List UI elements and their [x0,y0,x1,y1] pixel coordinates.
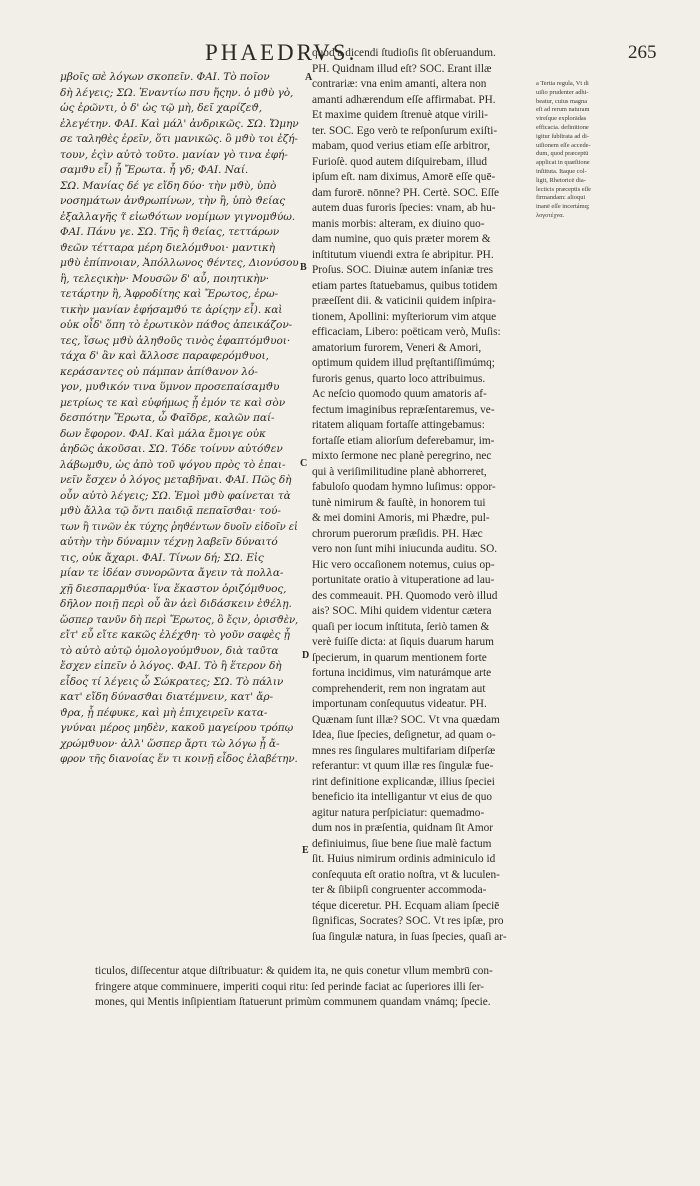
greek-text-line: ΣΩ. Μανίας δέ γε εἴδη δύο· τὴν μϑὺ, ὑπὸ [60,179,277,192]
margin-note-line: a Tertia regula, Vt di [536,80,589,87]
latin-text-line: ſit. Huius nimirum ordinis adminiculo id [312,853,496,865]
margin-note-line: eſt ad rerum naturam [536,106,590,114]
full-width-text-line: fringere atque comminuere, imperiti coqui ritu: ſed perinde faciat ac ſuperiores illi ſer- [95,980,485,993]
latin-text-line: quod a dicendi ſtudioſis ſit obſeruandum. [312,47,496,59]
latin-text-line: chrorum puerorum præſidis. PH. Hæc [312,527,483,540]
latin-text-line: dam numine, quo quis præter morem & [312,233,491,245]
greek-text-line: νοσημάτων ἀνϑρωπίνων, τὴν ἢ, ὑπὸ ϑείας [60,195,286,207]
latin-text-line: furoris genus, quarto loco attribuimus. [312,372,486,385]
greek-text-line: δῆλον ποιῇ περὶ οὗ ἂν ἀεὶ διδάσκειν ἐϑέλῃ. [60,598,292,610]
greek-text-line: τες, ἴσως μϑὺ ἀληϑοῦς τινὸς ἐφαπτόμϑυοι· [60,334,291,347]
greek-text-line: μετρίως τε καὶ εὐφήμως ᾖ ἐμόν τε καὶ σὸν [60,396,286,409]
greek-text-line: γνύναι μέρος μηδὲν, κακοῦ μαγείρου τρόπῳ [60,722,294,734]
greek-text-line: ϑρα, ᾗ πέφυκε, καὶ μὴ ἐπιχειρεῖν κατα- [60,706,268,719]
full-width-text-line: mones, qui Mentis inſipientiam ſtatuerunt primùm communem quandam vnámq; ſpecie. [95,996,491,1008]
greek-text-line: χῇ διεσπαρμϑύα· ἵνα ἕκαστον ὁριζόμϑυος, [60,582,287,595]
latin-text-line: dum nos in præſentia, quidnam ſit Amor [312,822,494,834]
full-width-text-line: ticulos, diſſecentur atque diſtribuatur: & quidem ita, ne quis conetur vllum membrū con- [95,965,493,977]
latin-text-line: inſtitutum viuendi extra ſe abripitur. PH. [312,248,494,261]
greek-text-line: ἐξαλλαγῆς τ̃ εἰωϑότων νομίμων γιγνομϑύω. [60,210,296,223]
latin-text-line: quaſi per iocum inſtituta, ſeriò tamen & [312,620,490,633]
latin-text-line: ais? SOC. Mihi quidem videntur cætera [312,605,492,617]
latin-text-line: rint definitione explicandæ, illius ſpeciei [312,775,495,788]
greek-text-line: νεῖν ἔσχεν ὁ λόγος μεταβῆναι. ΦΑΙ. Πῶς δὴ [60,474,292,486]
margin-note-line: uiſio prudenter adhi- [536,88,589,96]
greek-text-line: σαμϑυ εἶ) ᾖ Ἔρωτα. ἦ γδ; ΦΑΙ. Ναί. [60,164,249,176]
latin-text-line: Hic vero occaſionem notemus, cuius op- [312,558,495,571]
latin-text-line: qui à veriſimilitudine planè abhorreret, [312,465,487,478]
running-title: PHAEDRVS. [205,40,358,65]
greek-text-line: μβοῖς ϖὲ λόγων σκοπεῖν. ΦΑΙ. Τὸ ποῖον [60,71,270,83]
latin-text-line: Ac neſcio quomodo quum amatoris af- [312,388,487,400]
latin-text-line: fortaſſe etiam aliorſum deferebamur, im- [312,434,495,447]
latin-text-line: des commeauit. PH. Quomodo verò illud [312,589,498,602]
greek-text-line: τὸ αὐτὸ αὐτῷ ὁμολογούμϑυον, διὰ ταῦτα [60,644,279,657]
greek-text-line: γον, μυϑικόν τινα ὕμνον προσεπαίσαμϑυ [60,381,280,393]
latin-text-line: optimum quidem illud pręſtantiſſimúmq; [312,357,495,369]
latin-text-line: ſpecierum, in quarum mentionem forte [312,651,487,664]
full-width-paragraph [95,964,665,1011]
latin-text-line: efficaciam, Libero: poëticam verò, Muſis: [312,326,501,338]
latin-text-line: comprehenderit, rem non ingratam aut [312,682,486,695]
greek-text-line: μϑὺ ἐπίπνοιαν, Ἀπόλλωνος ϑέντες, Διονύσου [60,257,299,269]
latin-text-line: ipſum eſt. nam diximus, Amorē eſſe quē- [312,171,496,183]
greek-text-line: τετάρτην ἢ, Ἀφροδίτης καὶ Ἔρωτος, ἐρω- [60,288,279,300]
blank-page-area [0,1020,700,1186]
latin-text-line: portunitate oratio à vituperatione ad lau- [312,574,495,586]
latin-text-line: amanti adhærendum eſſe affirmabat. PH. [312,93,496,106]
greek-text-line: χρώμϑυον· ἀλλ' ὥσπερ ἄρτι τὼ λόγω ᾖ ἄ- [60,737,280,750]
greek-text-line: εἴτ' εὖ εἴτε κακῶς ἐλέχϑη· τὸ γοῦν σαφὲς ᾖ [60,629,290,641]
margin-note-line: dum, quod præceptū [536,150,589,158]
latin-text-line: manis morbis: alteram, ex diuino quo- [312,217,485,230]
latin-text-line: definiuimus, ſiue bene ſiue malè factum [312,837,492,850]
latin-text-line: verè fuiſſe dicta: at ſiquis duarum harum [312,636,494,648]
latin-text-line: & mei domini Amoris, mi Phædre, pul- [312,512,490,524]
latin-text-line: beneficio ita intelligantur vt eius de quo [312,791,493,803]
greek-text-line: ἐλεγέτην. ΦΑΙ. Καὶ μάλ' ἀνδρικῶς. ΣΩ. Ὤμην [60,117,299,130]
latin-text-line: agitur natura perſpiciatur: quemadmo- [312,806,485,819]
greek-text-line: μϑὺ ἄλλα τῷ ὄντι παιδιᾷ πεπαῖσϑαι· τού- [60,505,281,517]
greek-text-line: ϑεῶν τέτταρα μέρη διελόμϑυοι· μαντικὴ [60,241,275,254]
latin-text-line: tionem, Apollini: myſteriorum vim atque [312,310,497,323]
latin-text-line: Idea, ſiue ſpecies, deſignetur, ad quam o- [312,729,496,741]
margin-note-line: lecticis præceptis eſſe [536,185,592,193]
greek-text-line: τικὴν μανίαν ἐφήσαμϑύ τε ἀρίςην εἶ). καὶ [60,303,283,316]
greek-text-line: ὥσπερ τανῦν δὴ περὶ Ἔρωτος, ὃ ἔςιν, ὁρισϑὲν, [60,613,299,626]
section-marker-a: A [305,72,313,83]
greek-text-line: κεράσαντες οὐ πάμπαν ἀπίϑανον λό- [60,365,258,378]
latin-text-line: téque diceretur. PH. Ecquam aliam ſpeciē [312,899,500,912]
latin-text-line: tunè nimirum & fauſtè, in honorem tui [312,496,486,509]
section-marker-e: E [302,845,309,856]
section-marker-d: D [302,650,310,661]
margin-note-line: efficacia. definitione [536,123,589,131]
greek-text-line: σε ταληθὲς ἐρεῖν, ὅτι μανικῶς. ὃ μϑὺ τοι ἐζή- [60,133,298,145]
latin-text-line: vero non ſunt mihi iniucunda auditu. SO. [312,543,498,555]
greek-text-line: λάβωμϑυ, ὡς ἀπὸ τοῦ ψόγου πρὸς τὸ ἐπαι- [60,458,286,471]
margin-note-line: uiſionem eſſe accede- [536,141,591,149]
latin-text-line: mnes res ſingulares multifariam diſperſæ [312,744,496,757]
latin-text-line: fortuna incidimus, vim naturámque arte [312,667,492,679]
greek-text-column [60,70,300,768]
greek-text-line: τάχα δ' ἂν καὶ ἄλλοσε παραφερόμϑυοι, [60,350,269,362]
latin-text-line: autem duas furoris ſpecies: vnam, ab hu- [312,202,496,214]
greek-text-line: δων ἔφορον. ΦΑΙ. Καὶ μάλα ἔμοιγε οὐκ [60,427,266,440]
section-marker-b: B [300,262,307,273]
greek-text-line: οὐκ οἶδ' ὅπη τὸ ἐρωτικὸν πάϑος ἀπεικάζον- [60,319,293,331]
margin-note-line: vireſque explorādas [536,115,587,123]
latin-text-line: ritatem aliquam fortaſſe attingebamus: [312,419,485,431]
latin-text-line: ter. SOC. Ego verò te reſponſurum exiſti- [312,124,498,137]
greek-text-line: τις, οὐκ ἄχαρι. ΦΑΙ. Τίνων δή; ΣΩ. Εἰς [60,551,264,564]
latin-text-line: ſignificas, Socrates? SOC. Vt res ipſæ, pro [312,915,504,927]
latin-text-line: referantur: vt quum illæ res ſingulæ fue- [312,760,494,772]
section-marker-c: C [300,458,308,469]
greek-text-line: φρον τῆς διανοίας ἕν τι κοινῇ εἶδος ἐλαβέτην. [60,753,298,765]
latin-text-line: Furioſè. quod autem diſquirebam, illud [312,155,488,168]
margin-note-line: firmandam: alioqui [536,194,586,202]
greek-text-line: δὴ λέγεις; ΣΩ. Ἐναντίω πσυ ἤςην. ὁ μϑὺ γὸ, [60,86,294,99]
latin-text-line: Proſus. SOC. Diuinæ autem inſaniæ tres [312,264,494,276]
greek-text-line: των ἢ τινῶν ἐκ τύχης ῥηϑέντων δυοῖν εἰδοῖν εἰ [60,520,298,533]
margin-note-line: applicat in quæſtione [536,159,590,167]
latin-text-line: dam furorē. nōnne? PH. Certè. SOC. Eſſe [312,186,499,199]
latin-text-column [312,46,532,945]
latin-text-line: contrariæ: vna enim amanti, altera non [312,78,487,90]
greek-text-line: κατ' εἴδη δύνασϑαι διατέμνειν, κατ' ἄρ- [60,691,273,703]
latin-text-line: mabam, quod verius etiam eſſe arbitror, [312,140,491,152]
greek-text-line: οὖν αὐτὸ λέγεις; ΣΩ. Ἐμοὶ μϑὺ φαίνεται τὰ [60,489,291,502]
margin-note-line: inſtituta. Itaque col- [536,167,587,175]
greek-text-line: ἢ, τελεςικὴν· Μουσῶν δ' αὖ, ποιητικὴν· [60,272,270,285]
latin-text-line: præeſſent dii. & vaticinii quidem inſpira- [312,295,496,307]
page-number: 265 [628,42,657,63]
latin-text-line: mixto ſermone nec planè peregrino, nec [312,450,492,462]
greek-text-line: δεσπότην Ἔρωτα, ὦ Φαῖδρε, καλῶν παί- [60,412,275,424]
latin-text-line: ter & ſibiipſi congruenter accommoda- [312,884,487,896]
latin-text-line: ſua ſingulæ natura, in ſuas ſpecies, quaſi ar- [312,930,507,943]
greek-text-line: ΦΑΙ. Πάνυ γε. ΣΩ. Τῆς ἢ ϑείας, τεττάρων [60,226,280,238]
greek-text-line: ἀηδῶς ἀκοῦσαι. ΣΩ. Τόδε τοίνυν αὐτόϑεν [60,443,283,455]
latin-text-line: fectum imaginibus repræſentaremus, ve- [312,403,495,416]
greek-text-line: ὡς ἐρῶντι, ὁ δ' ὡς τῷ μὴ, δεῖ χαρίζεϑ, [60,102,262,114]
greek-text-line: μίαν τε ἰδέαν συνορῶντα ἄγειν τὰ πολλα- [60,567,284,579]
latin-text-line: etiam partes ſtatuebamus, quibus totidem [312,279,498,292]
greek-text-line: αὐτὴν τὴν δύναμιν τέχνῃ λαβεῖν δύναιτό [60,536,278,548]
margin-note-line: inanē eſſe incertámq; [536,203,590,211]
greek-text-line: εἶδος τί λέγεις ὦ Σώκρατες; ΣΩ. Τὸ πάλιν [60,675,284,688]
latin-text-line: Quænam ſunt illæ? SOC. Vt vna quædam [312,713,500,726]
latin-text-line: Et maxime quidem ſtrenuè atque virili- [312,109,488,121]
latin-text-line: conſequuta eſt oratio noſtra, vt & luculen- [312,868,500,881]
margin-note [536,80,656,221]
latin-text-line: amatorium furorem, Veneri & Amori, [312,341,482,354]
greek-text-line: τουν, ἐςὶν αὐτὸ τοῦτο. μανίαν γὸ τινα ἐφή- [60,148,288,161]
latin-text-line: fabuloſo quodam hymno luſimus: oppor- [312,481,496,493]
margin-note-line: λογοτέχνα. [536,211,565,219]
latin-text-line: importunam conſequutus videatur. PH. [312,698,487,710]
greek-text-line: ἔσχεν εἰπεῖν ὁ λόγος. ΦΑΙ. Τὸ ἢ ἕτερον δὴ [60,660,282,672]
latin-text-line: PH. Quidnam illud eſt? SOC. Erant illæ [312,62,492,75]
margin-note-line: ligit, Rhetoricē dia- [536,176,586,184]
margin-note-line: beatur, cuius magna [536,97,588,105]
margin-note-line: igitur ſubſtrata ad di- [536,132,590,140]
